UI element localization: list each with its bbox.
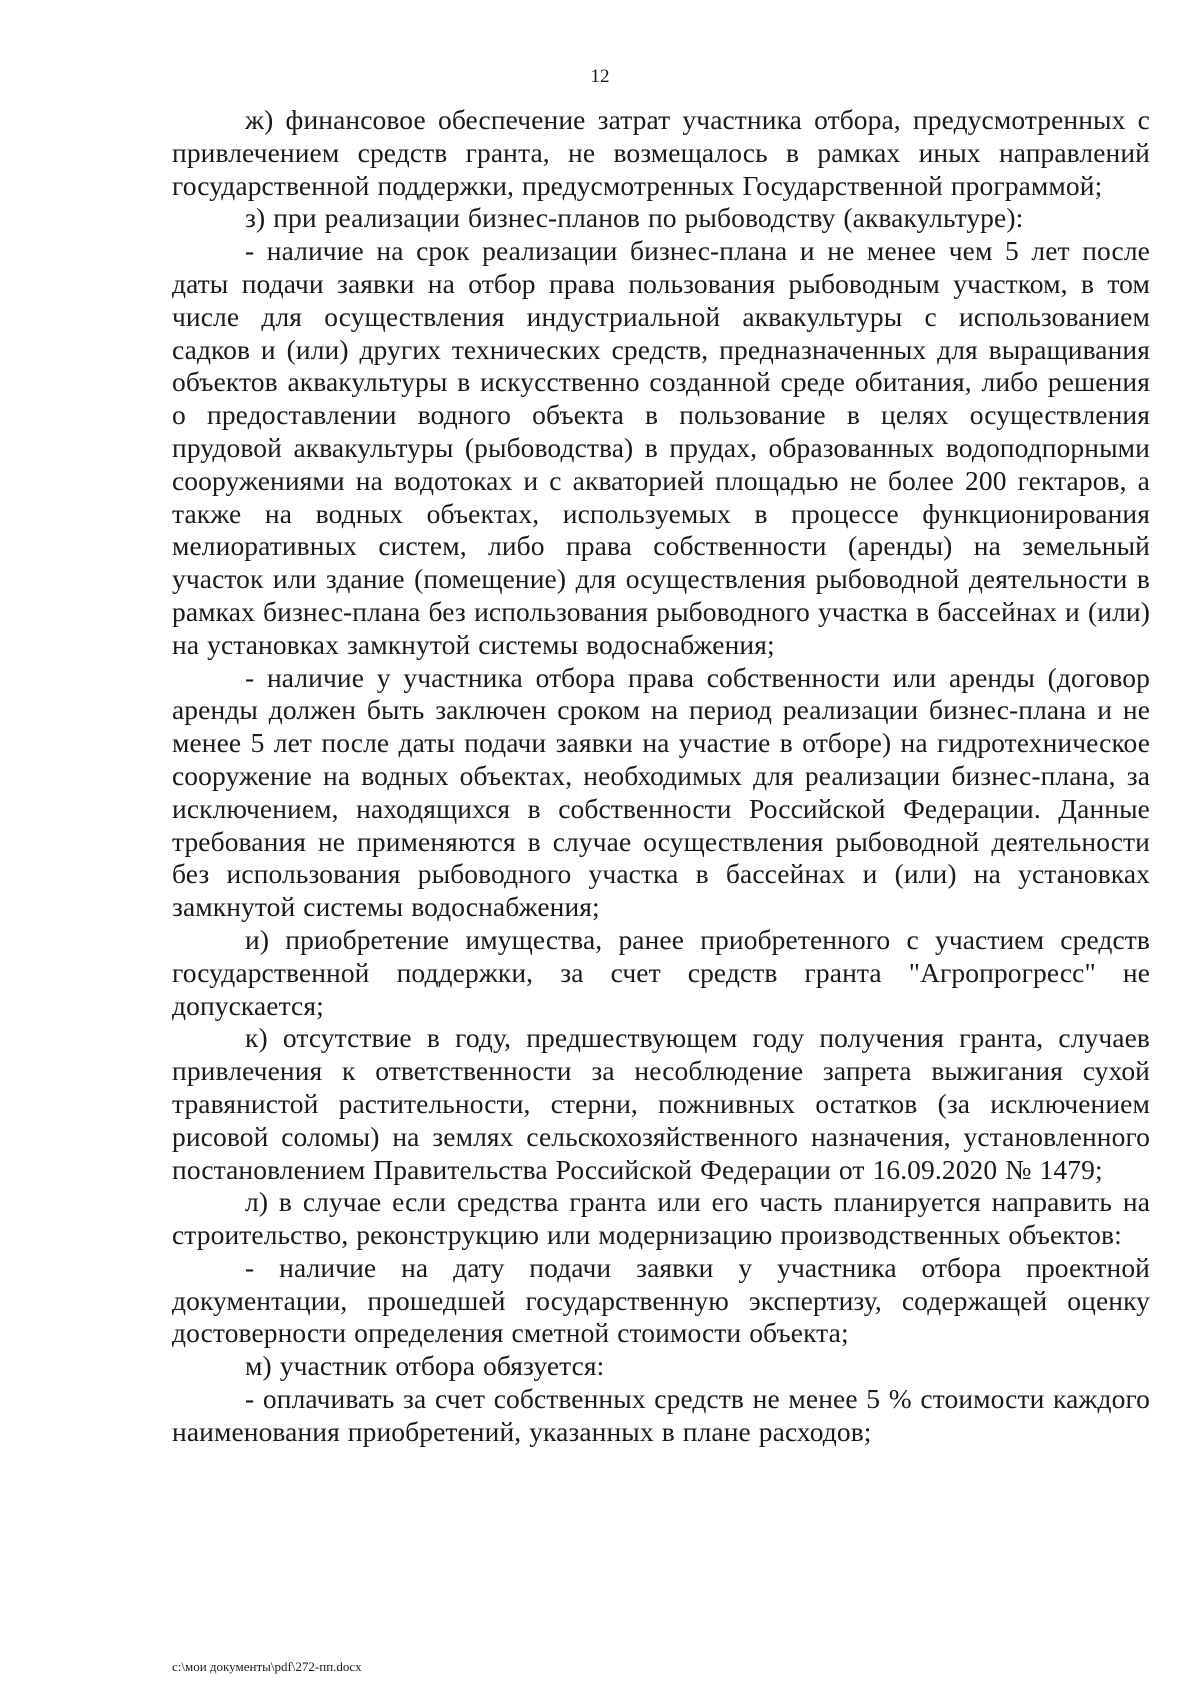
page-number: 12 — [590, 66, 610, 87]
paragraph-l-item-1: - наличие на дату подачи заявки у участника отбора проектной документации, прошедшей государственную экспертизу, содержащей оценку достоверности определения сметной стоимости объекта; — [172, 1251, 1150, 1349]
paragraph-l: л) в случае если средства гранта или его часть планируется направить на строительство, реконструкцию или модернизацию производственных объектов: — [172, 1186, 1150, 1251]
paragraph-zh: ж) финансовое обеспечение затрат участника отбора, предусмотренных с привлечением средств гранта, не возмещалось в рамках иных направлений государственной поддержки, предусмотренных Государственной программой; — [172, 104, 1150, 201]
footer-file-path: c:\мои документы\pdf\272-пп.docx — [172, 1659, 362, 1674]
paragraph-z-item-2: - наличие у участника отбора права собственности или аренды (договор аренды должен быть заключен сроком на период реализации бизнес-плана и не менее 5 лет после даты подачи заявки на участие в отборе) на гидротехническое сооружение на водных объектах, необходимых для реализации бизнес-плана, за исключением, находящихся в собственности Российской Федерации. Данные требования не применяются в случае осуществления рыбоводной деятельности без использования рыбоводного участка в бассейнах и (или) на установках замкнутой системы водоснабжения; — [172, 661, 1150, 923]
paragraph-k: к) отсутствие в году, предшествующем году получения гранта, случаев привлечения к ответственности за несоблюдение запрета выжигания сухой травянистой растительности, стерни, пожнивных остатков (за исключением рисовой соломы) на землях сельскохозяйственного назначения, установленного постановлением Правительства Российской Федерации от 16.09.2020 № 1479; — [172, 1022, 1150, 1185]
paragraph-m: м) участник отбора обязуется: — [245, 1350, 605, 1382]
paragraph-z-item-1: - наличие на срок реализации бизнес-плана и не менее чем 5 лет после даты подачи заявки на отбор права пользования рыбоводным участком, в том числе для осуществления индустриальной аквакультуры с использованием садков и (или) других технических средств, предназначенных для выращивания объектов аквакультуры в искусственно созданной среде обитания, либо решения о предоставлении водного объекта в пользование в целях осуществления прудовой аквакультуры (рыбоводства) в прудах, образованных водоподпорными сооружениями на водотоках и с акваторией площадью не более 200 гектаров, а также на водных объектах, используемых в процессе функционирования мелиоративных систем, либо права собственности (аренды) на земельный участок или здание (помещение) для осуществления рыбоводной деятельности в рамках бизнес-плана без использования рыбоводного участка в бассейнах и (или) на установках замкнутой системы водоснабжения; — [172, 235, 1150, 660]
paragraph-z: з) при реализации бизнес-планов по рыбоводству (аквакультуре): — [245, 202, 1024, 234]
paragraph-m-item-1: - оплачивать за счет собственных средств не менее 5 % стоимости каждого наименования приобретений, указанных в плане расходов; — [172, 1383, 1150, 1447]
paragraph-i: и) приобретение имущества, ранее приобретенного с участием средств государственной поддержки, за счет средств гранта "Агропрогресс" не допускается; — [172, 923, 1150, 1021]
document-body — [172, 104, 1150, 1449]
